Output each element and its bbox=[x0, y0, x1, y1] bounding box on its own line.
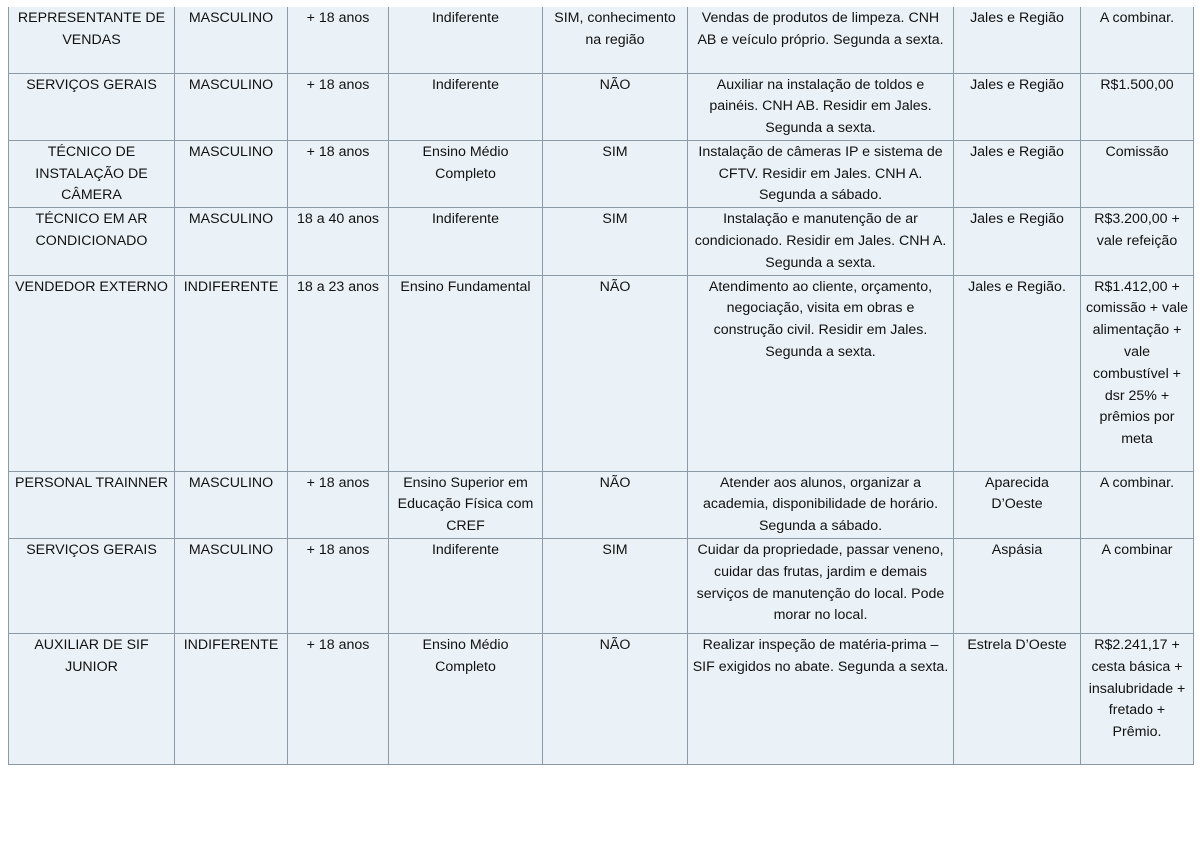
table-row bbox=[9, 471, 1194, 538]
cargo-cell: TÉCNICO DE INSTALAÇÃO DE CÂMERA bbox=[9, 140, 175, 207]
descricao-cell: Auxiliar na instalação de toldos e painéis. CNH AB. Residir em Jales. Segunda a sexta. bbox=[688, 73, 954, 140]
cargo-cell: TÉCNICO EM AR CONDICIONADO bbox=[9, 208, 175, 275]
descricao-cell: Realizar inspeção de matéria-prima – SIF exigidos no abate. Segunda a sexta. bbox=[688, 634, 954, 765]
descricao-cell: Instalação e manutenção de ar condicionado. Residir em Jales. CNH A. Segunda a sexta. bbox=[688, 208, 954, 275]
idade-cell: 18 a 40 anos bbox=[288, 208, 389, 275]
experiencia-cell: SIM bbox=[543, 539, 688, 634]
experiencia-cell: NÃO bbox=[543, 634, 688, 765]
escolaridade-cell: Indiferente bbox=[389, 73, 543, 140]
sexo-cell: MASCULINO bbox=[175, 471, 288, 538]
table-row bbox=[9, 208, 1194, 275]
descricao-cell: Atender aos alunos, organizar a academia, disponibilidade de horário. Segunda a sábado. bbox=[688, 471, 954, 538]
escolaridade-cell: Ensino Superior em Educação Física com CREF bbox=[389, 471, 543, 538]
descricao-cell: Vendas de produtos de limpeza. CNH AB e veículo próprio. Segunda a sexta. bbox=[688, 7, 954, 73]
escolaridade-cell: Indiferente bbox=[389, 539, 543, 634]
local-cell: Estrela D’Oeste bbox=[954, 634, 1081, 765]
table-row bbox=[9, 7, 1194, 73]
local-cell: Jales e Região bbox=[954, 73, 1081, 140]
idade-cell: + 18 anos bbox=[288, 140, 389, 207]
idade-cell: + 18 anos bbox=[288, 539, 389, 634]
salario-cell: R$3.200,00 + vale refeição bbox=[1081, 208, 1194, 275]
salario-cell: A combinar. bbox=[1081, 471, 1194, 538]
escolaridade-cell: Ensino Médio Completo bbox=[389, 634, 543, 765]
cargo-cell: SERVIÇOS GERAIS bbox=[9, 539, 175, 634]
sexo-cell: MASCULINO bbox=[175, 208, 288, 275]
table-row bbox=[9, 73, 1194, 140]
escolaridade-cell: Indiferente bbox=[389, 7, 543, 73]
cargo-cell: PERSONAL TRAINNER bbox=[9, 471, 175, 538]
job-rows bbox=[9, 7, 1194, 765]
table-row bbox=[9, 275, 1194, 471]
table-row bbox=[9, 140, 1194, 207]
sexo-cell: INDIFERENTE bbox=[175, 634, 288, 765]
cargo-cell: AUXILIAR DE SIF JUNIOR bbox=[9, 634, 175, 765]
idade-cell: 18 a 23 anos bbox=[288, 275, 389, 471]
local-cell: Jales e Região bbox=[954, 208, 1081, 275]
idade-cell: + 18 anos bbox=[288, 634, 389, 765]
experiencia-cell: SIM, conhecimento na região bbox=[543, 7, 688, 73]
salario-cell: A combinar. bbox=[1081, 7, 1194, 73]
salario-cell: R$2.241,17 + cesta básica + insalubridade + fretado + Prêmio. bbox=[1081, 634, 1194, 765]
sexo-cell: MASCULINO bbox=[175, 140, 288, 207]
idade-cell: + 18 anos bbox=[288, 73, 389, 140]
salario-cell: R$1.500,00 bbox=[1081, 73, 1194, 140]
escolaridade-cell: Indiferente bbox=[389, 208, 543, 275]
cargo-cell: SERVIÇOS GERAIS bbox=[9, 73, 175, 140]
sexo-cell: MASCULINO bbox=[175, 7, 288, 73]
experiencia-cell: NÃO bbox=[543, 275, 688, 471]
experiencia-cell: NÃO bbox=[543, 471, 688, 538]
experiencia-cell: NÃO bbox=[543, 73, 688, 140]
table-row bbox=[9, 539, 1194, 634]
experiencia-cell: SIM bbox=[543, 208, 688, 275]
descricao-cell: Atendimento ao cliente, orçamento, negociação, visita em obras e construção civil. Residir em Jales. Segunda a sexta. bbox=[688, 275, 954, 471]
local-cell: Aspásia bbox=[954, 539, 1081, 634]
salario-cell: Comissão bbox=[1081, 140, 1194, 207]
descricao-cell: Instalação de câmeras IP e sistema de CFTV. Residir em Jales. CNH A. Segunda a sábado. bbox=[688, 140, 954, 207]
cargo-cell: REPRESENTANTE DE VENDAS bbox=[9, 7, 175, 73]
table-row bbox=[9, 634, 1194, 765]
local-cell: Jales e Região bbox=[954, 7, 1081, 73]
experiencia-cell: SIM bbox=[543, 140, 688, 207]
descricao-cell: Cuidar da propriedade, passar veneno, cuidar das frutas, jardim e demais serviços de manutenção do local. Pode morar no local. bbox=[688, 539, 954, 634]
local-cell: Jales e Região. bbox=[954, 275, 1081, 471]
escolaridade-cell: Ensino Médio Completo bbox=[389, 140, 543, 207]
local-cell: Aparecida D’Oeste bbox=[954, 471, 1081, 538]
sexo-cell: MASCULINO bbox=[175, 73, 288, 140]
idade-cell: + 18 anos bbox=[288, 7, 389, 73]
cargo-cell: VENDEDOR EXTERNO bbox=[9, 275, 175, 471]
sexo-cell: MASCULINO bbox=[175, 539, 288, 634]
escolaridade-cell: Ensino Fundamental bbox=[389, 275, 543, 471]
salario-cell: A combinar bbox=[1081, 539, 1194, 634]
idade-cell: + 18 anos bbox=[288, 471, 389, 538]
sexo-cell: INDIFERENTE bbox=[175, 275, 288, 471]
job-openings-table bbox=[8, 7, 1194, 765]
local-cell: Jales e Região bbox=[954, 140, 1081, 207]
salario-cell: R$1.412,00 + comissão + vale alimentação + vale combustível + dsr 25% + prêmios por meta bbox=[1081, 275, 1194, 471]
